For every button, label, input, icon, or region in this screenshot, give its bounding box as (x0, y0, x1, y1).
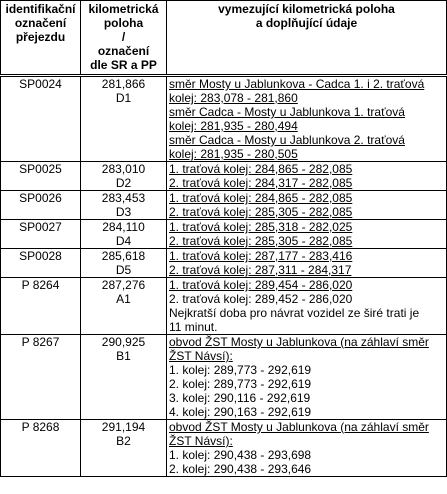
header-km-position: kilometrická poloha / označení dle SR a PP (81, 1, 167, 76)
km-position-cell (81, 335, 167, 420)
position-code: D4 (115, 234, 132, 248)
position-code: B2 (116, 434, 131, 448)
detail-line: kolej: 283,078 - 281,860 (169, 91, 298, 105)
bounding-details (167, 335, 447, 420)
detail-line: ŽST Návsí): (169, 434, 233, 448)
detail-line: 1. traťová kolej: 284,865 - 282,085 (169, 162, 353, 176)
detail-line: Nejkratší doba pro návrat vozidel ze širé trati je (169, 306, 420, 320)
bounding-details (167, 76, 447, 162)
detail-line: 3. kolej: 290,116 - 292,619 (169, 391, 311, 405)
km-position: 281,866 (101, 77, 146, 91)
km-position: 290,925 (101, 335, 146, 349)
km-position: 283,453 (101, 191, 146, 205)
crossing-id: SP0027 (1, 220, 81, 249)
detail-line: 2. kolej: 289,773 - 292,619 (169, 377, 312, 391)
detail-line: 1. kolej: 289,773 - 292,619 (169, 363, 312, 377)
detail-line: 4. kolej: 290,163 - 292,619 (169, 405, 312, 419)
km-position: 287,276 (101, 278, 146, 292)
detail-line: 1. traťová kolej: 285,318 - 282,025 (169, 220, 353, 234)
detail-line: 1. traťová kolej: 284,865 - 282,085 (169, 191, 353, 205)
km-position-cell (81, 278, 167, 335)
bounding-details (167, 420, 447, 477)
header-crossing-id: identifikační označení přejezdu (1, 1, 81, 76)
km-position-cell (81, 420, 167, 477)
detail-line: směr Mosty u Jablunkova - Cadca 1. i 2. traťová (169, 77, 425, 91)
crossing-id: SP0026 (1, 191, 81, 220)
crossing-id: P 8264 (1, 278, 81, 335)
header-bounding-position: vymezující kilometrická poloha a doplňující údaje (167, 1, 447, 76)
position-code: A1 (116, 292, 131, 306)
km-position-cell (81, 76, 167, 162)
table-row (1, 220, 447, 249)
detail-line: 1. kolej: 290,438 - 293,698 (169, 448, 312, 462)
km-position: 283,010 (101, 162, 146, 176)
position-code: D3 (115, 205, 132, 219)
bounding-details (167, 191, 447, 220)
crossing-id: P 8268 (1, 420, 81, 477)
crossing-id: SP0025 (1, 162, 81, 191)
km-position: 284,110 (102, 220, 145, 234)
km-position-cell (81, 191, 167, 220)
detail-line: směr Cadca - Mosty u Jablunkova 1. traťová (169, 105, 405, 119)
bounding-details (167, 249, 447, 278)
detail-line: 11 minut. (169, 320, 218, 334)
detail-line: 2. traťová kolej: 285,305 - 282,085 (169, 234, 353, 248)
header-row (1, 1, 447, 76)
detail-line: kolej: 281,935 - 280,505 (169, 147, 298, 161)
table-row (1, 420, 447, 477)
detail-line: kolej: 281,935 - 280,494 (169, 119, 298, 133)
position-code: B1 (116, 349, 131, 363)
km-position-cell (81, 249, 167, 278)
position-code: D1 (115, 91, 132, 105)
detail-line: směr Cadca - Mosty u Jablunkova 2. traťová (169, 133, 405, 147)
table-row (1, 335, 447, 420)
crossing-id: P 8267 (1, 335, 81, 420)
detail-line: 2. traťová kolej: 284,317 - 282,085 (169, 176, 353, 190)
crossing-id: SP0024 (1, 76, 81, 162)
km-position-cell (81, 220, 167, 249)
table-row (1, 162, 447, 191)
detail-line: 2. traťová kolej: 287,311 - 284,317 (169, 263, 352, 277)
km-position: 285,618 (101, 249, 146, 263)
position-code: D2 (115, 176, 132, 190)
km-position-cell (81, 162, 167, 191)
table-row (1, 249, 447, 278)
detail-line: ŽST Návsí): (169, 349, 233, 363)
detail-line: 1. traťová kolej: 287,177 - 283,416 (169, 249, 353, 263)
bounding-details (167, 278, 447, 335)
crossing-id: SP0028 (1, 249, 81, 278)
detail-line: 2. kolej: 290,438 - 293,646 (169, 462, 312, 476)
detail-line: 2. traťová kolej: 285,305 - 282,085 (169, 205, 353, 219)
table-row (1, 191, 447, 220)
detail-line: 2. traťová kolej: 289,452 - 286,020 (169, 292, 353, 306)
table-row (1, 278, 447, 335)
km-position: 291,194 (101, 420, 146, 434)
position-code: D5 (115, 263, 132, 277)
bounding-details (167, 220, 447, 249)
bounding-details (167, 162, 447, 191)
detail-line: obvod ŽST Mosty u Jablunkova (na záhlaví směr (169, 335, 429, 349)
detail-line: obvod ŽST Mosty u Jablunkova (na záhlaví směr (169, 420, 429, 434)
detail-line: 1. traťová kolej: 289,454 - 286,020 (169, 278, 353, 292)
table-row (1, 76, 447, 162)
